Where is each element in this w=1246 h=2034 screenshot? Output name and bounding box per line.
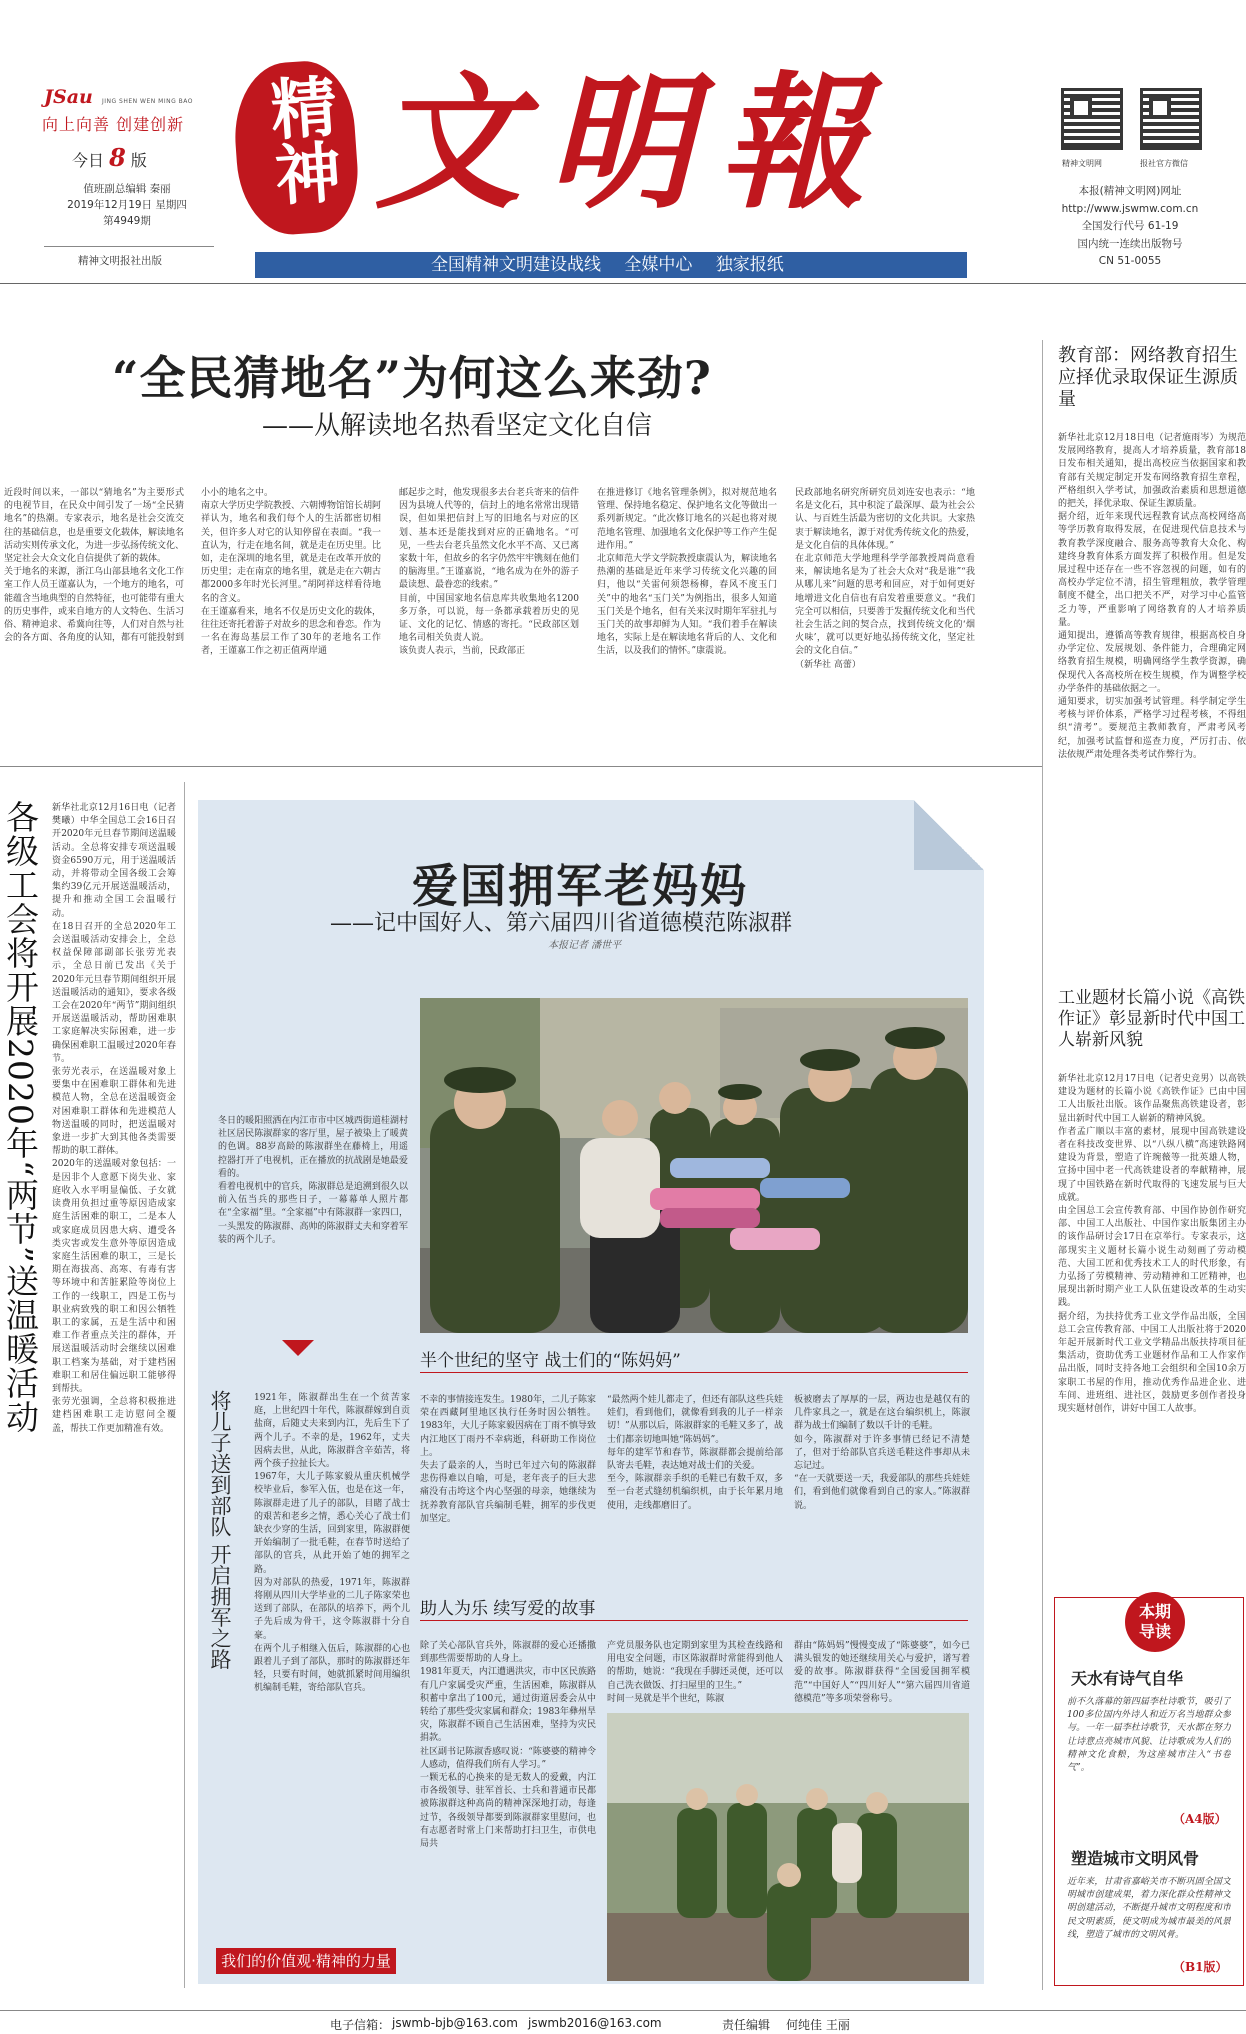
serial-label: 国内统一连续出版物号 bbox=[1077, 237, 1183, 250]
lead-headline: “全民猜地名”为何这么来劲? bbox=[112, 351, 712, 405]
site-label: 本报(精神文明网)网址 bbox=[1078, 185, 1182, 197]
feature-subhead: ——记中国好人、第六届四川省道德模范陈淑群 bbox=[330, 911, 793, 936]
site-info bbox=[1050, 183, 1210, 271]
guide-badge-line-2: 导读 bbox=[1138, 1622, 1171, 1641]
guide-item-0-page[interactable]: （A4版） bbox=[1173, 1812, 1227, 1826]
feature-intro: 冬日的暖阳照洒在内江市市中区城西街道桂湖村社区居民陈淑群家的客厅里，屋子被染上了暖黄的色调。88岁高龄的陈淑群坐在藤椅上，用遥控器打开了电视机，正在播放的抗战剧是她最爱看的。 看着电视机中的官兵，陈淑群总是追溯到很久以前入伍当兵的那些日子，一幕幕单人照片都在“全家福”里。“全家福”中有陈淑群一家四口，一头黑发的陈淑群、高帅的陈淑群丈夫和穿着军装的两个儿子。 bbox=[218, 1116, 408, 1245]
feature-vertical-title: 将儿子送到部队 开启拥军之路 bbox=[208, 1390, 232, 1670]
guide-item-1-text: 近年来，甘肃省嘉峪关市不断巩固全国文明城市创建成果，着力深化群众性精神文明创建活动，不断提升城市文明程度和市民文明素质，使文明成为城市最美的风景线，塑造了城市的文明风骨。 bbox=[1067, 1877, 1231, 1940]
feature-photo bbox=[420, 998, 968, 1333]
today-pages bbox=[72, 143, 147, 172]
qr-label-website: 精神文明网 bbox=[1062, 159, 1102, 168]
title-main: 文明報 bbox=[375, 58, 891, 229]
section1-marker bbox=[282, 1340, 314, 1356]
section1-col-1: “最然两个娃儿都走了，但还有部队这些兵娃娃们，看到他们，就像看到我的儿子一样亲切！”从那以后，陈淑群家的毛鞋又多了，战士们都亲切地叫她“陈妈妈”。 每年的建军节和春节，陈淑群都会提前给部队寄去毛鞋，表达她对战士们的关爱。 至今，陈淑群亲手织的毛鞋已有数千双，多至一台老式缝纫机编织机，由于长年累月地使用，走线都磨旧了。 bbox=[607, 1395, 783, 1511]
right-headline: 教育部：网络教育招生应择优录取保证生源质量 bbox=[1058, 345, 1238, 410]
right-mid-headline: 工业题材长篇小说《高铁作证》彰显新时代中国工人崭新风貌 bbox=[1058, 988, 1245, 1050]
date-line: 2019年12月19日 星期四 bbox=[67, 199, 187, 211]
values-tag: 我们的价值观·精神的力量 bbox=[216, 1948, 396, 1974]
footer-email-2[interactable]: jswmb2016@163.com bbox=[528, 2016, 662, 2030]
qr-code-website[interactable] bbox=[1061, 88, 1123, 150]
section2-col-1: 产党员服务队也定期到家里为其检查线路和用电安全问题，市区陈淑群时常能得到他人的帮助，她说：“我现在手脚还灵便，还可以自己洗衣做饭、打扫屋里的卫生。” 时间一晃就是半个世纪，陈淑 bbox=[607, 1641, 783, 1704]
today-number: 8 bbox=[109, 143, 126, 172]
today-label: 今日 bbox=[72, 151, 105, 170]
lead-col-4: 民政部地名研究所研究员刘连安也表示：“地名是文化石，其中积淀了最深厚、最为社会公认、与百姓生活最为密切的文化共识。大家热衷于解读地名，源于对优秀传统文化的热爱，是文化自信的具体体现。” 在北京师范大学地理科学学部教授周尚意看来，解读地名是为了社会大众对“我是谁”“我从哪儿来”问题的思考和回应，对于如何更好地增进文化自信也有启发着重要意义。“我们完全可以相信，只要善于发掘传统文化和当代社会生活之间的契合点，找到传统文化的‘烟火味’，就可以更好地弘扬传统文化，坚定社会的文化自信。” （新华社 高蕾） bbox=[795, 488, 975, 670]
title-seal-text: 精神 bbox=[256, 71, 344, 209]
title-seal bbox=[230, 58, 362, 238]
issue-number: 第4949期 bbox=[103, 215, 151, 227]
guide-item-0-text: 前不久落幕的第四届李杜诗歌节，吸引了100多位国内外诗人和近万名当地群众参与。一年一届李杜诗歌节，天水都在努力让诗意点亮城市风貌、让诗歌成为人们的精神文化食粮，为这座城市注入“书卷气”。 bbox=[1067, 1697, 1231, 1774]
footer-editor-label: 责任编辑 bbox=[722, 2018, 771, 2032]
small-logo bbox=[44, 86, 193, 108]
feature-byline: 本报记者 潘世平 bbox=[548, 940, 622, 951]
bar-link-2[interactable]: 独家报纸 bbox=[715, 255, 784, 275]
right-body: 新华社北京12月18日电（记者施雨岑）为规范发展网络教育，提高人才培养质量，教育部18日发布相关通知，提出高校应当依据国家和教育部有关规定制定开发布网络教育招生章程，严格组织入学考试，加强政治素质和思想道德的把关，择优录取、保证生源质量。 据介绍，近年来现代远程教育试点高校网络高等学历教育取得发展，在促进现代信息技术与教育教学深度融合、服务高等教育大众化、构建终身教育体系方面发挥了积极作用。但是发展过程中还存在一些不容忽视的问题，如有的高校办学定位不清，招生管理粗放，教学管理制度不健全，出口把关不严，对学习中心监管乏力等，严重影响了网络教育的人才培养质量。 通知提出，遵循高等教育规律，根据高校自身办学定位、发展规划、条件能力，合理确定网络教育招生规模，明确网络学生教学资源，确保现代入各高校所在校生规模，作为调整学校办学条件的基础依据之一。 通知要求，切实加强考试管理。科学制定学生考核与评价体系，严格学习过程考核，不得组织“清考”。要规范主教师教育，严肃考风考纪，加强考试监督和巡查力度，严厉打击、依法依规严肃处理各类考试作弊行为。 bbox=[1058, 433, 1246, 760]
section1-title: 半个世纪的坚守 战士们的“陈妈妈” bbox=[420, 1351, 681, 1371]
footer-editors: 何纯佳 王丽 bbox=[786, 2018, 850, 2032]
corner-decoration bbox=[914, 800, 984, 870]
lead-col-2: 邮起步之时，他发现很多去台老兵寄来的信件因为县境人代等的，信封上的地名常常出现错误，但如果把信封上写的旧地名与对应的区划、基本还是能找到对应的正确地名。“可见，一些去台老兵虽然文化水平不高、又已离家数十年，但故乡的名字仍然牢牢镌刻在他们的脑海里。”王谨嘉说，“地名成为在外的游子最读想、最眷恋的线索。” 目前，中国国家地名信息库共收集地名1200多万条，可以说，每一条都承载着历史的见证、文化的记忆、情感的寄托。“民政部区划地名司相关负责人说。 该负责人表示，当前，民政部正 bbox=[399, 488, 579, 657]
section1-col-2: 板被磨去了厚厚的一层，两边也是越仅有的几件家具之一，就是在这台编织机上，陈淑群为战士们编制了数以千计的毛鞋。 如今，陈淑群对于许多事情已经记不清楚了，但对于给部队官兵送毛鞋这件事却从未忘记过。 “在一天就要送一天，我爱部队的那些兵娃娃们，看到他们就像看到自己的家人。”陈淑群说。 bbox=[794, 1395, 970, 1511]
feature-photo-2 bbox=[607, 1713, 969, 1981]
right-mid-body: 新华社北京12月17日电（记者史竞男）以高铁建设为题材的长篇小说《高铁作证》已由中国工人出版社出版。该作品聚焦高铁建设者，彰显出新时代中国工人崭新的精神风貌。 作者孟广顺以丰富的素材，展现中国高铁建设者在科技改变世界、以“八纵八横”高速铁路网建设为背景，塑造了许琬薇等一批英雄人物，宣扬中国中老一代高铁建设者的奉献精神，展现了中国铁路在新时代取得的飞速发展与巨大成就。 由全国总工会宣传教育部、中国作协创作研究部、中国工人出版社、中国作家出版集团主办的该作品研讨会17日在京举行。专家表示，这部现实主义题材长篇小说生动刻画了劳动模范、大国工匠和优秀技术工人的时代形象，有力弘扬了劳模精神、劳动精神和工匠精神，也展现出新时期产业工人队伍建设改革的生动实践。 据介绍，为扶持优秀工业文学作品出版，全国总工会宣传教育部、中国工人出版社将于2020年起开展新时代工业文学精品出版扶持项目征集活动，资助优秀工业题材作品和工人作家作品出版，同时支持各地工会组织和全国10余万家职工书屋的作用，推动优秀作品进企业、进车间、进班组、进社区，鼓励更多创作者投身现实题材创作，讲好中国工人故事。 bbox=[1058, 1074, 1246, 1415]
masthead bbox=[0, 0, 1246, 275]
today-unit: 版 bbox=[130, 151, 147, 170]
lead-subhead: ——从解读地名热看坚定文化自信 bbox=[262, 411, 653, 441]
feature-headline: 爱国拥军老妈妈 bbox=[412, 859, 748, 913]
section2-col-2: 群由“陈妈妈”慢慢变成了“陈婆婆”，如今已满头银发的她还继续用关心与爱护，谱写着爱的故事。陈淑群获得“全国爱国拥军模范”“中国好人”“四川好人”“第六届四川省道德模范”等多项荣誉称号。 bbox=[794, 1641, 970, 1704]
logo-pinyin: JING SHEN WEN MING BAO bbox=[101, 98, 193, 105]
site-url[interactable]: http://www.jswmw.com.cn bbox=[1061, 202, 1199, 215]
footer-email-label: 电子信箱： bbox=[330, 2018, 391, 2032]
guide-badge-line-1: 本期 bbox=[1138, 1602, 1171, 1621]
publisher: 精神文明报社出版 bbox=[78, 255, 162, 267]
guide-item-1-title[interactable]: 塑造城市文明风骨 bbox=[1071, 1849, 1200, 1868]
lead-col-3: 在推进修订《地名管理条例》，拟对规范地名管理、保持地名稳定、保护地名文化等做出一系列新规定。“此次修订地名的兴起也将对规范地名管理、加强地名文化保护等工作产生促进作用。” 北京师范大学文学院教授康震认为，解读地名热潮的基础是近年来学习传统文化兴趣的回归，他以“关雷何须怨杨柳，春风不度玉门关”中的地名“玉门关”为例指出，很多人知道玉门关是个地名，但有关来汉时期年军驻扎与玉门关的故事却鲜为人知。“我们着手在解读地名，实际上是在解读地名背后的人、文化和生活，以及我们的情怀。”康震说。 bbox=[597, 488, 777, 657]
slogan: 向上向善 创建创新 bbox=[42, 115, 185, 134]
edition-info bbox=[52, 181, 202, 229]
guide-box bbox=[1054, 1597, 1244, 1986]
lead-col-0: 近段时间以来，一部以“猜地名”为主要形式的电视节目，在民众中间引发了一场“全民猜地名”的热潮。专家表示，地名是社会交流交往的基础信息，也是重要文化载体，解读地名活动实则传承文化，为进一步弘扬传统文化、坚定社会大众文化自信提供了新的载体。 关于地名的来源，浙江乌山部县地名文化工作室工作人员王谨嘉认为，一个地方的地名，可能蕴含当地典型的自然特征，也可能带有重大的历史事件，或来自地方的人文特色、生活习俗、精神追求、希冀向往等，人们对自然与社会的各方面、各角度的认知，都有可能投射到 bbox=[4, 488, 184, 644]
guide-badge bbox=[1125, 1592, 1185, 1652]
editor-line: 值班副总编辑 秦丽 bbox=[83, 183, 171, 195]
bar-link-1[interactable]: 全媒中心 bbox=[624, 255, 693, 275]
section2-col-0: 除了关心部队官兵外，陈淑群的爱心还播撒到那些需要帮助的人身上。 1981年夏天，内江遭遇洪灾，市中区民族路有几户家属受灾严重，生活困难，陈淑群从积蓄中拿出了100元，通过街道居委会从中转给了那些受灾家属和群众；1983年彝州旱灾，陈淑群不顾自己生活困难，坚持为灾民捐款。 社区副书记陈淑香感叹说：“陈婆婆的精神令人感动，值得我们所有人学习。” 一颗无私的心换来的是无数人的爱戴，内江市各级领导、驻军首长、士兵和普通市民都被陈淑群这种高尚的精神深深地打动，每逢过节，各级领导都要到陈淑群家里慰问，也有志愿者时常上门来帮助打扫卫生，市供电局共 bbox=[420, 1641, 596, 1850]
channel-bar bbox=[255, 252, 967, 278]
bar-link-0[interactable]: 全国精神文明建设战线 bbox=[431, 255, 601, 275]
guide-item-0-title[interactable]: 天水有诗气自华 bbox=[1071, 1669, 1184, 1688]
postal-code: 全国发行代号 61-19 bbox=[1081, 220, 1179, 232]
qr-label-wechat: 报社官方微信 bbox=[1140, 159, 1188, 168]
section1-col-0: 不幸的事情接连发生。1980年，二儿子陈家荣在西藏阿里地区执行任务时因公牺牲。1983年，大儿子陈家毅因病在丁雨不慎导致内江地区丁雨丹不幸病逝，科研助工作岗位上。 失去了最亲的人，当时已年过六旬的陈淑群悲伤得难以自喻，可是，老年丧子的巨大悲痛没有击垮这个内心坚强的母亲，她继续为抚养教育部队官兵编制毛鞋，拥军的步伐更加坚定。 bbox=[420, 1395, 596, 1524]
lead-col-1: 小小的地名之中。 南京大学历史学院教授、六朝博物馆馆长胡阿祥认为，地名和我们每个人的生活都密切相关，但许多人对它的认知停留在表面。“我一直认为，行走在地名间，就是走在历史里。比如，走在深圳的地名里，就是走在改革开放的历史里；走在南京的地名里，就是走在六朝古都2000多年时光长河里。”胡阿祥这样看待地名的含义。 在王谨嘉看来，地名不仅是历史文化的载体，往往还寄托着游子对故乡的思念和眷恋。作为一名在海岛基层工作了30年的老地名工作者，王谨嘉工作之初正值两岸通 bbox=[201, 488, 381, 657]
section2-title: 助人为乐 续写爱的故事 bbox=[420, 1599, 596, 1619]
qr-code-wechat[interactable] bbox=[1140, 88, 1202, 150]
guide-item-1-page[interactable]: （B1版） bbox=[1173, 1960, 1228, 1974]
feature-side-body: 1921年，陈淑群出生在一个贫苦家庭，上世纪四十年代，陈淑群嫁到自贡盐商，后随丈夫来到内江，先后生下了两个儿子。不幸的是，1962年，丈夫因病去世，从此，陈淑群含辛茹苦，将两个孩子拉扯长大。 1967年，大儿子陈家毅从重庆机械学校毕业后，参军入伍，也是在这一年，陈淑群走进了儿子的部队，目睹了战士的艰苦和老乡之情，悉心关心了战士们缺衣少穿的生活，回到家里，陈淑群便开始编制了一批毛鞋，在春节时送给了部队的官兵，从此开始了她的拥军之路。 因为对部队的热爱，1971年，陈淑群将刚从四川大学毕业的二儿子陈家荣也送到了部队，在部队的培养下，两个儿子先后成为骨干，这令陈淑群十分自豪。 在两个儿子相继入伍后，陈淑群的心也跟着儿子到了部队，那时的陈淑群还年轻，只要有时间，她就抓紧时间用编织机编制毛鞋，寄给部队官兵。 bbox=[254, 1393, 410, 1694]
logo-abbr: JSau bbox=[44, 86, 93, 108]
left-vertical-title: 各级工会将开展2020年“两节”送温暖活动 bbox=[1, 800, 40, 1434]
footer-email-1[interactable]: jswmb-bjb@163.com bbox=[392, 2016, 518, 2030]
left-body: 新华社北京12月16日电（记者樊曦）中华全国总工会16日召开2020年元旦春节期间送温暖活动。全总将安排专项送温暖资金6590万元，用于送温暖活动，并将带动全国各级工会筹集约39亿元开展送温暖活动，提升和推动全国工会温暖行动。 在18日召开的全总2020年工会送温暖活动安排会上，全总权益保障部副部长张劳光表示，全总日前已发出《关于2020年元旦春节期间组织开展送温暖活动的通知》，要求各级工会在2020年“两节”期间组织开展送温暖活动，帮助困难职工家庭解决实际困难，进一步确保困难职工温暖过2020年春节。 张劳光表示，在送温暖对象上要集中在困难职工群体和先进模范人物，全总在送温暖资金对困难职工群体和先进模范人物送温暖的同时，把送温暖对象进一步扩大到其他各类需要帮助的职工群体。 2020年的送温暖对象包括：一是因非个人意愿下岗失业、家庭收入水平明显偏低、子女就读费用负担过重等原因造成家庭生活困难的职工，二是本人或家庭成员因患大病、遭受各类灾害或发生意外等原因造成家庭生活困难的职工，三是长期在海拔高、高寒、有毒有害等环境中和苦脏累险等岗位上工作的一线职工，四是工伤与职业病致残的职工和因公牺牲职工的家属，五是生活中和困难工作者重点关注的群体，开展送温暖活动时会继续以困难职工档案为基础，对于建档困难职工和居住偏远职工能够得到帮扶。 张劳光强调，全总将积极推进建档困难职工走访慰问全覆盖，帮扶工作更加精准有效。 bbox=[52, 803, 176, 1434]
serial-number: CN 51-0055 bbox=[1098, 255, 1162, 267]
